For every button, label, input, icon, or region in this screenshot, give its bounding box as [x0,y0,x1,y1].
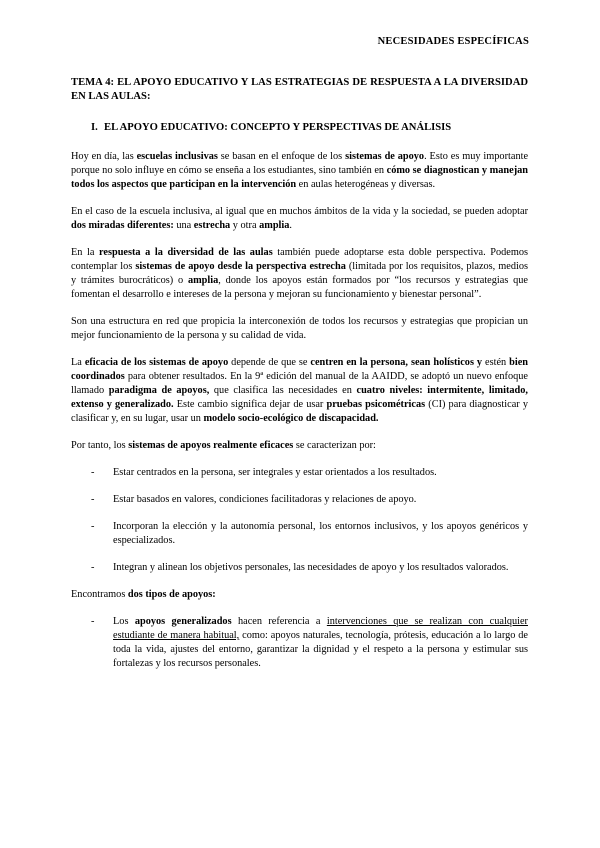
paragraph-3: En la respuesta a la diversidad de las aulas también puede adoptarse esta doble perspectiva. Podemos contemplar los sistemas de apoyo desde la perspectiva estrecha (limitada por los requisitos, plazos, medios y trámites burocráticos) o amplia, donde los apoyos están formados por “los recursos y estrategias que fomentan el desarrollo e intereses de la persona y mejoran su funcionamiento y bienestar personal”. [71,247,528,300]
document-body [71,76,528,684]
page-header: NECESIDADES ESPECÍFICAS [377,36,529,47]
support-types-list [71,615,528,671]
paragraph-4: Son una estructura en red que propicia la interconexión de todos los recursos y estrategias que propician un mejor funcionamiento de la persona y su calidad de vida. [71,316,528,341]
characteristics-list [71,466,528,575]
list-item: - Incorporan la elección y la autonomía personal, los entornos inclusivos, y los apoyos genéricos y especializados. [91,521,528,546]
paragraph-7: Encontramos dos tipos de apoyos: [71,589,216,600]
paragraph-2: En el caso de la escuela inclusiva, al igual que en muchos ámbitos de la vida y la sociedad, se pueden adoptar dos miradas diferentes: una estrecha y otra amplia. [71,206,528,231]
list-item: - Integran y alinean los objetivos personales, las necesidades de apoyo y los resultados valorados. [91,562,509,573]
list-item: - Estar centrados en la persona, ser integrales y estar orientados a los resultados. [91,467,437,478]
section-title: EL APOYO EDUCATIVO: CONCEPTO Y PERSPECTIVAS DE ANÁLISIS [104,122,452,133]
list-item: - Estar basados en valores, condiciones facilitadoras y relaciones de apoyo. [91,494,417,505]
paragraph-5: La eficacia de los sistemas de apoyo depende de que se centren en la persona, sean holísticos y estén bien coordinados para obtener resultados. En la 9ª edición del manual de la AAIDD, se adoptó un nuevo enfoque llamado paradigma de apoyos, que clasifica las necesidades en cuatro niveles: intermitente, limitado, extenso y generalizado. Este cambio significa dejar de usar pruebas psicométricas (CI) para diagnosticar y clasificar y, en su lugar, usar un modelo socio-ecológico de discapacidad. [71,357,529,424]
section-number: I. [91,122,98,133]
section-heading [71,121,528,135]
list-item: - Los apoyos generalizados hacen referencia a intervenciones que se realizan con cualquier estudiante de manera habitual, como: apoyos naturales, tecnología, prótesis, educación a lo largo de toda la vida, ajustes del entorno, garantizar la dignidad y el respeto a la persona y estimular sus fortalezas y los recursos personales. [91,616,528,669]
paragraph-6: Por tanto, los sistemas de apoyos realmente eficaces se caracterizan por: [71,440,376,451]
topic-title: TEMA 4: EL APOYO EDUCATIVO Y LAS ESTRATEGIAS DE RESPUESTA A LA DIVERSIDAD EN LAS AULAS: [71,77,528,102]
paragraph-1: Hoy en día, las escuelas inclusivas se basan en el enfoque de los sistemas de apoyo. Esto es muy importante porque no solo influye en cómo se enseña a los estudiantes, sino también en cómo se diagnostican y manejan todos los aspectos que participan en la intervención en aulas heterogéneas y diversas. [71,151,529,190]
